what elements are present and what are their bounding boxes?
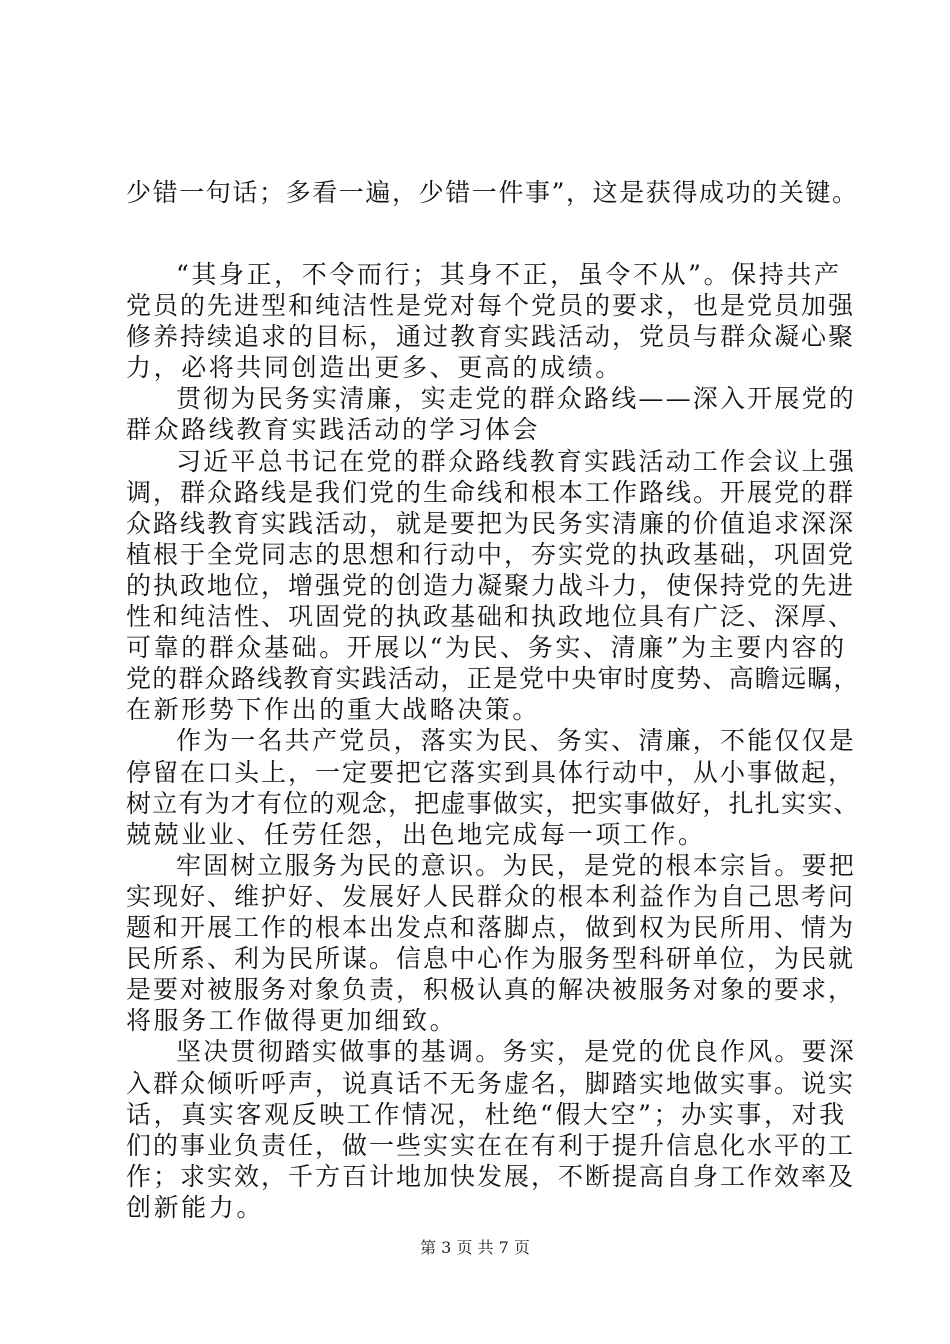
- text-line: 调，群众路线是我们党的生命线和根本工作路线。开展党的群: [126, 478, 856, 507]
- text-line: 们的事业负责任，做一些实实在在有利于提升信息化水平的工: [126, 1131, 856, 1160]
- text-line: 植根于全党同志的思想和行动中，夯实党的执政基础，巩固党: [126, 540, 856, 569]
- text-line: 题和开展工作的根本出发点和落脚点，做到权为民所用、情为: [126, 913, 856, 942]
- text-line: 创新能力。: [126, 1193, 265, 1222]
- text-line: 话，真实客观反映工作情况，杜绝“假大空”；办实事，对我: [126, 1100, 847, 1129]
- text-line: 党员的先进型和纯洁性是党对每个党员的要求，也是党员加强: [126, 291, 856, 320]
- text-line: 入群众倾听呼声，说真话不无务虚名，脚踏实地做实事。说实: [126, 1069, 856, 1098]
- text-line: 在新形势下作出的重大战略决策。: [126, 695, 541, 724]
- text-line: 少错一句话；多看一遍，少错一件事”，这是获得成功的关键。: [126, 178, 859, 207]
- text-line: 党的群众路线教育实践活动，正是党中央审时度势、高瞻远瞩，: [126, 664, 860, 693]
- text-line: 作；求实效，千方百计地加快发展，不断提高自身工作效率及: [126, 1162, 856, 1191]
- paragraph-first-line: 习近平总书记在党的群众路线教育实践活动工作会议上强: [176, 447, 857, 476]
- text-line: 民所系、利为民所谋。信息中心作为服务型科研单位，为民就: [126, 944, 856, 973]
- text-line: 停留在口头上，一定要把它落实到具体行动中，从小事做起，: [126, 758, 856, 787]
- text-line: 性和纯洁性、巩固党的执政基础和执政地位具有广泛、深厚、: [126, 602, 856, 631]
- text-line: 将服务工作做得更加细致。: [126, 1006, 458, 1035]
- text-line: 实现好、维护好、发展好人民群众的根本利益作为自己思考问: [126, 882, 856, 911]
- text-line: 修养持续追求的目标，通过教育实践活动，党员与群众凝心聚: [126, 322, 856, 351]
- paragraph-first-line: 坚决贯彻踏实做事的基调。务实，是党的优良作风。要深: [176, 1037, 857, 1066]
- text-line: 是要对被服务对象负责，积极认真的解决被服务对象的要求，: [126, 975, 856, 1004]
- section-title: 群众路线教育实践活动的学习体会: [126, 415, 541, 444]
- text-line: 兢兢业业、任劳任怨，出色地完成每一项工作。: [126, 820, 706, 849]
- text-line: 的执政地位，增强党的创造力凝聚力战斗力，使保持党的先进: [126, 571, 856, 600]
- text-line: 树立有为才有位的观念，把虚事做实，把实事做好，扎扎实实、: [126, 789, 860, 818]
- text-line: 力，必将共同创造出更多、更高的成绩。: [126, 353, 623, 382]
- text-line: 可靠的群众基础。开展以“为民、务实、清廉”为主要内容的: [126, 633, 847, 662]
- text-line: 众路线教育实践活动，就是要把为民务实清廉的价值追求深深: [126, 509, 856, 538]
- paragraph-first-line: 作为一名共产党员，落实为民、务实、清廉，不能仅仅是: [176, 726, 857, 755]
- paragraph-first-line: “其身正，不令而行；其身不正，虽令不从”。保持共产: [176, 260, 842, 289]
- paragraph-first-line: 牢固树立服务为民的意识。为民，是党的根本宗旨。要把: [176, 851, 857, 880]
- page-number: 第 3 页 共 7 页: [420, 1238, 530, 1257]
- section-title: 贯彻为民务实清廉，实走党的群众路线——深入开展党的: [176, 384, 857, 413]
